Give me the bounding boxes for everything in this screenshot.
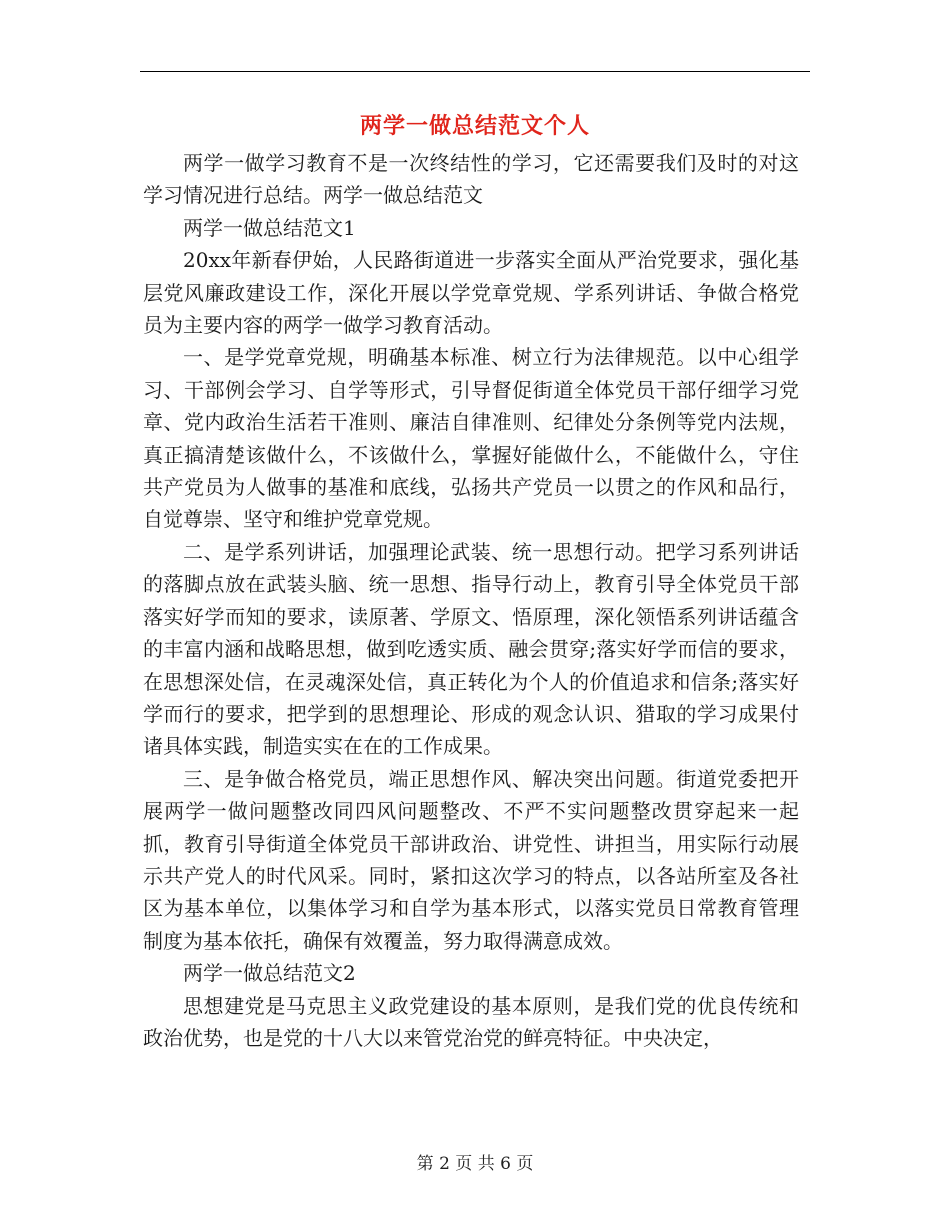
body-paragraph: 三、是争做合格党员，端正思想作风、解决突出问题。街道党委把开展两学一做问题整改同四风问题整改、不严不实问题整改贯穿起来一起抓，教育引导街道全体党员干部讲政治、讲党性、讲担当，用实际行动展示共产党人的时代风采。同时，紧扣这次学习的特点，以各站所室及各社区为基本单位，以集体学习和自学为基本形式，以落实党员日常教育管理制度为基本依托，确保有效覆盖，努力取得满意成效。	[143, 766, 799, 953]
page-number: 第 2 页 共 6 页	[416, 1154, 534, 1174]
section-heading-2: 两学一做总结范文2	[183, 961, 356, 986]
body-paragraph: 思想建党是马克思主义政党建设的基本原则，是我们党的优良传统和政治优势，也是党的十八大以来管党治党的鲜亮特征。中央决定，	[143, 993, 799, 1050]
header-rule	[140, 71, 810, 72]
body-paragraph: 一、是学党章党规，明确基本标准、树立行为法律规范。以中心组学习、干部例会学习、自学等形式，引导督促街道全体党员干部仔细学习党章、党内政治生活若干准则、廉洁自律准则、纪律处分条例等党内法规，真正搞清楚该做什么，不该做什么，掌握好能做什么，不能做什么，守住共产党员为人做事的基准和底线，弘扬共产党员一以贯之的作风和品行，自觉尊崇、坚守和维护党章党规。	[143, 345, 799, 532]
document-body	[143, 147, 799, 1054]
body-paragraph: 20xx年新春伊始，人民路街道进一步落实全面从严治党要求，强化基层党风廉政建设工作，深化开展以学党章党规、学系列讲话、争做合格党员为主要内容的两学一做学习教育活动。	[143, 248, 799, 338]
document-title: 两学一做总结范文个人	[359, 113, 590, 139]
intro-paragraph: 两学一做学习教育不是一次终结性的学习，它还需要我们及时的对这学习情况进行总结。两学一做总结范文	[143, 151, 799, 208]
section-heading-1: 两学一做总结范文1	[183, 215, 356, 240]
body-paragraph: 二、是学系列讲话，加强理论武装、统一思想行动。把学习系列讲话的落脚点放在武装头脑、统一思想、指导行动上，教育引导全体党员干部落实好学而知的要求，读原著、学原文、悟原理，深化领悟系列讲话蕴含的丰富内涵和战略思想，做到吃透实质、融会贯穿;落实好学而信的要求，在思想深处信，在灵魂深处信，真正转化为个人的价值追求和信条;落实好学而行的要求，把学到的思想理论、形成的观念认识、猎取的学习成果付诸具体实践，制造实实在在的工作成果。	[143, 539, 799, 759]
